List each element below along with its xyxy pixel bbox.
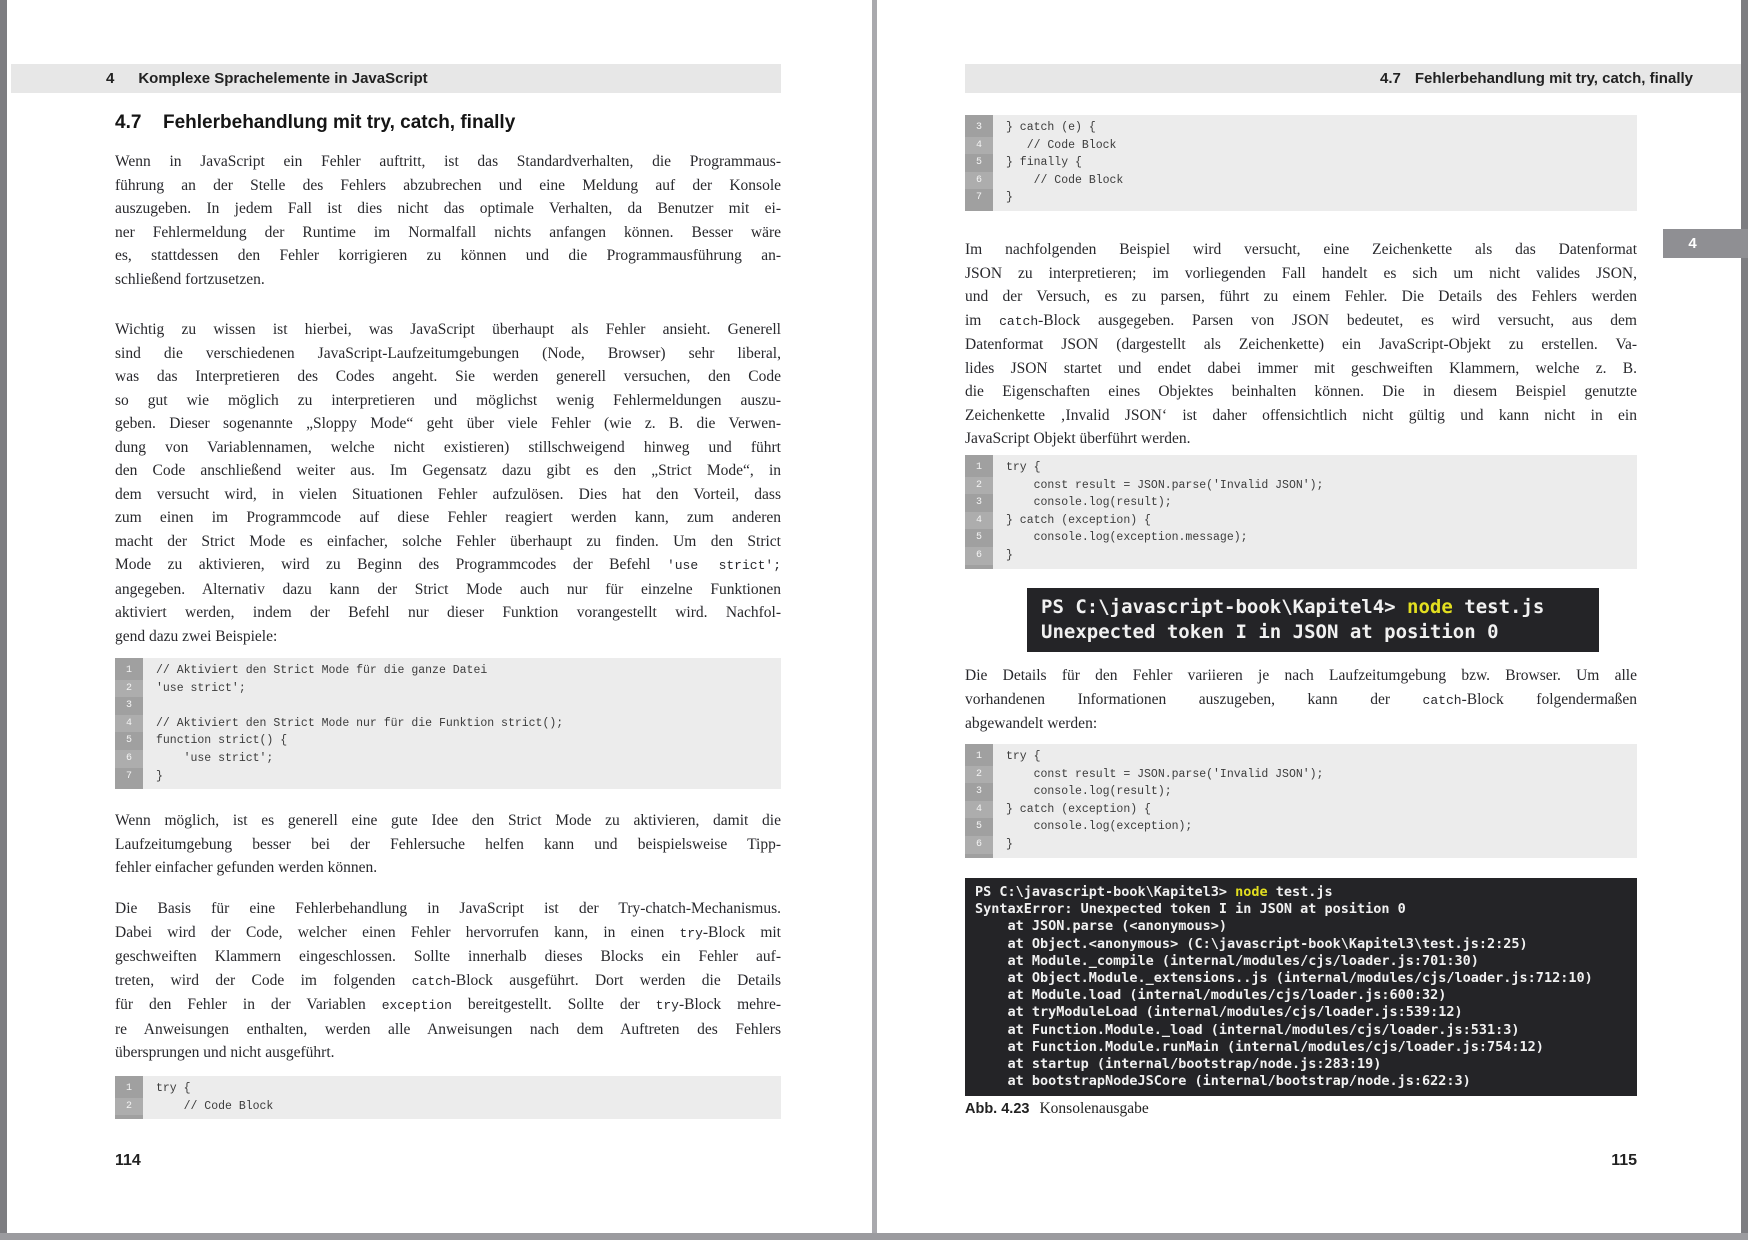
inline-code: catch — [999, 313, 1039, 329]
text-line: lides JSON startet und endet dabei immer mit geschweiften Klammern, welche z. B. — [965, 359, 1637, 377]
code-text: // Code Block — [156, 1099, 274, 1113]
code-text: try { — [156, 1082, 191, 1095]
running-header-title: Fehlerbehandlung mit try, catch, finally — [1414, 70, 1693, 87]
text-line: und der Versuch, es zu parsen, führt zu einem Fehler. Die Details des Fehlers werden — [965, 288, 1637, 305]
chapter-tab: 4 — [1663, 229, 1748, 258]
inline-code: catch — [1422, 692, 1462, 708]
running-header-chapter-number: 4 — [106, 70, 115, 87]
text-line: Zeichenkette ‚Invalid JSON‘ ist daher offensichtlich nicht gültig und kann nicht in ein — [965, 406, 1637, 424]
terminal-line: Unexpected token I in JSON at position 0 — [1041, 621, 1499, 643]
text-line: Dabei wird der Code, welcher einen Fehler hervorrufen kann, in einen try-Block mit — [115, 923, 781, 941]
terminal-line: PS C:\javascript-book\Kapitel3> node test.js — [975, 884, 1333, 900]
text-line: Wichtig zu wissen ist hierbei, was JavaScript überhaupt als Fehler ansieht. Generell — [115, 321, 781, 338]
line-number: 2 — [115, 1098, 143, 1116]
code-line — [965, 119, 1637, 137]
code-line — [965, 172, 1637, 190]
paragraph — [115, 897, 781, 1065]
code-text: const result = JSON.parse('Invalid JSON'); — [1006, 478, 1324, 492]
code-listing-parse-full — [965, 744, 1637, 858]
text-line: es, stattdessen den Fehler korrigieren zu können und die Programmausführung an- — [115, 247, 781, 264]
line-number: 5 — [125, 735, 132, 747]
terminal-line: at Module._compile (internal/modules/cjs/loader.js:701:30) — [975, 952, 1479, 969]
paragraph — [965, 664, 1637, 736]
code-line — [965, 748, 1637, 766]
text-line: Wenn möglich, ist es generell eine gute Idee den Strict Mode zu aktivieren, damit die — [115, 812, 781, 829]
line-number: 5 — [975, 157, 982, 169]
text-line: gend dazu zwei Beispiele: — [115, 627, 278, 645]
text-line: geben. Dieser sogenannte „Sloppy Mode“ geht über viele Fehler (wie z. B. die Verwen- — [115, 415, 781, 432]
terminal-line: at JSON.parse (<anonymous>) — [975, 918, 1227, 935]
text-line: vorhandenen Informationen auszugeben, kann der catch-Block folgendermaßen — [965, 690, 1637, 708]
code-text: } finally { — [1006, 156, 1082, 170]
code-line — [965, 529, 1637, 547]
code-line — [115, 662, 781, 680]
code-text: } catch (e) { — [1006, 121, 1096, 134]
page-edge-left — [0, 0, 7, 1240]
terminal-line: at Object.<anonymous> (C:\javascript-book\Kapitel3\test.js:2:25) — [975, 935, 1528, 952]
terminal-line: at bootstrapNodeJSCore (internal/bootstrap/node.js:622:3) — [975, 1073, 1471, 1090]
code-text: } catch (exception) { — [1006, 802, 1151, 816]
line-number: 4 — [965, 137, 993, 155]
text-line: JSON zu interpretieren; im vorliegenden Fall handelt es sich um nicht valides JSON, — [965, 264, 1637, 282]
text-line: Mode zu aktivieren, wird zu Beginn des Programmcodes der Befehl 'use strict'; — [115, 556, 781, 573]
line-number: 5 — [975, 532, 982, 544]
code-text: } — [1006, 191, 1013, 205]
code-line — [965, 766, 1637, 784]
left-page — [7, 0, 872, 1233]
line-number: 7 — [125, 770, 132, 782]
code-text: } — [1006, 548, 1013, 562]
line-number: 6 — [965, 836, 993, 854]
code-line — [965, 459, 1637, 477]
line-number: 2 — [115, 680, 143, 698]
text-line: führung an der Stelle des Fehlers abzubrechen und eine Meldung auf der Konsole — [115, 176, 781, 194]
text-line: Die Details für den Fehler variieren je nach Laufzeitumgebung bzw. Browser. Um alle — [965, 667, 1637, 684]
inline-code: try — [655, 998, 679, 1013]
line-number: 4 — [965, 801, 993, 819]
paragraph — [115, 809, 781, 880]
text-line: abgewandelt werden: — [965, 715, 1098, 732]
text-line: zum einen im Programmcode auf diese Fehler reagiert werden kann, zum anderen — [115, 509, 781, 526]
right-page — [877, 0, 1741, 1233]
text-line: treten, wird der Code im folgenden catch-Block ausgeführt. Dort werden die Details — [115, 971, 781, 989]
code-text: console.log(result); — [1006, 785, 1172, 799]
code-text — [143, 697, 163, 715]
line-number: 4 — [115, 715, 143, 733]
code-listing-catch-finally — [965, 115, 1637, 211]
code-text: // Code Block — [1006, 173, 1124, 187]
page-edge-right — [1741, 0, 1748, 1240]
code-line — [965, 512, 1637, 530]
section-title: Fehlerbehandlung mit try, catch, finally — [163, 112, 516, 133]
code-text: 'use strict'; — [156, 751, 274, 765]
code-line — [965, 801, 1637, 819]
text-line: im catch-Block ausgegeben. Parsen von JSON bedeutet, es wird versucht, aus dem — [965, 311, 1637, 329]
text-line: macht der Strict Mode es einfacher, solche Fehler überhaupt zu finden. Um den Strict — [115, 532, 781, 550]
terminal-line: SyntaxError: Unexpected token I in JSON at position 0 — [975, 901, 1406, 918]
text-line: dem versucht wird, in vielen Situationen Fehler aufzulösen. Dies hat den Vorteil, dass — [115, 485, 781, 503]
terminal-line: at Function.Module.runMain (internal/modules/cjs/loader.js:754:12) — [975, 1038, 1544, 1055]
terminal-line: at Function.Module._load (internal/modules/cjs/loader.js:531:3) — [975, 1021, 1520, 1038]
code-line — [115, 680, 781, 698]
terminal-output-small — [1027, 588, 1599, 652]
code-text: function strict() { — [156, 734, 288, 748]
text-line: dung von Variablennamen, welche nicht existieren) stillschweigend hinweg und führt — [115, 438, 781, 456]
code-line — [965, 477, 1637, 495]
running-header — [965, 64, 1741, 93]
paragraph — [965, 238, 1637, 451]
line-number: 1 — [975, 751, 982, 762]
terminal-line: PS C:\javascript-book\Kapitel4> node test.js — [1041, 596, 1545, 618]
text-line: aktiviert werden, indem der Befehl nur dieser Funktion vorangestellt wird. Nachfol- — [115, 604, 781, 621]
text-line: was das Interpretieren des Codes angeht. Sie werden generell versuchen, den Code — [115, 368, 781, 385]
inline-code: 'use strict'; — [666, 558, 781, 573]
code-listing-strict-mode — [115, 658, 781, 789]
text-line: JavaScript Objekt überführt werden. — [965, 430, 1191, 447]
running-header — [11, 64, 781, 93]
code-text: try { — [1006, 750, 1041, 763]
text-line: Datenformat JSON (dargestellt als Zeichenkette) ein JavaScript-Objekt zu erstellen. Va- — [965, 336, 1637, 353]
text-line: Wenn in JavaScript ein Fehler auftritt, ist das Standardverhalten, die Programmaus- — [115, 153, 781, 170]
line-number: 6 — [115, 750, 143, 768]
line-number: 6 — [965, 172, 993, 190]
code-line — [965, 189, 1637, 207]
text-line: re Anweisungen enthalten, werden alle Anweisungen nach dem Auftreten des Fehlers — [115, 1020, 781, 1038]
line-number: 1 — [975, 462, 982, 473]
code-line — [115, 1080, 781, 1098]
line-number: 3 — [975, 122, 982, 133]
inline-code: catch — [411, 973, 451, 989]
code-line — [115, 732, 781, 750]
paragraph — [115, 318, 781, 648]
inline-code: exception — [381, 998, 452, 1013]
text-line: Laufzeitumgebung besser bei der Fehlersuche helfen kann und beispielsweise Tipp- — [115, 835, 781, 853]
code-line — [115, 715, 781, 733]
line-number: 4 — [965, 512, 993, 530]
code-text: console.log(exception); — [1006, 820, 1193, 834]
line-number: 3 — [125, 700, 132, 712]
section-heading — [115, 112, 781, 134]
code-text: try { — [1006, 461, 1041, 474]
figure-caption — [965, 1100, 1149, 1118]
code-text: console.log(exception.message); — [1006, 531, 1248, 545]
terminal-line: at tryModuleLoad (internal/modules/cjs/loader.js:539:12) — [975, 1004, 1463, 1021]
code-text: // Aktiviert den Strict Mode nur für die Funktion strict(); — [156, 716, 564, 730]
figure-caption-label: Abb. 4.23 — [965, 1101, 1030, 1117]
text-line: sind die verschiedenen JavaScript-Laufzeitumgebungen (Node, Browser) sehr liberal, — [115, 344, 781, 362]
code-line — [965, 836, 1637, 854]
text-line: geschweiften Klammern eingeschlossen. Sollte innerhalb dieses Blocks ein Fehler auf- — [115, 948, 781, 965]
code-listing-try-block — [115, 1076, 781, 1119]
code-line — [115, 697, 781, 715]
code-text: console.log(result); — [1006, 496, 1172, 510]
section-number: 4.7 — [115, 112, 142, 133]
code-line — [965, 547, 1637, 565]
code-line — [965, 494, 1637, 512]
text-line: auszugeben. In jedem Fall ist dies nicht das optimale Verhalten, da Benutzer mit ei- — [115, 200, 781, 217]
line-number: 7 — [975, 192, 982, 204]
line-number: 3 — [975, 497, 982, 509]
code-line — [965, 783, 1637, 801]
terminal-highlight: node — [1407, 596, 1453, 618]
page-edge-bottom — [0, 1233, 1748, 1240]
code-text: } — [1006, 837, 1013, 851]
running-header-section-number: 4.7 — [1380, 70, 1401, 87]
text-line: den Code anschließend weiter aus. Im Gegensatz dazu gibt es den „Strict Mode“, in — [115, 462, 781, 479]
inline-code: try — [679, 925, 703, 941]
line-number: 3 — [975, 786, 982, 798]
code-text: 'use strict'; — [156, 681, 246, 695]
code-text: } — [156, 769, 163, 783]
terminal-output-stacktrace — [965, 878, 1637, 1096]
line-number: 6 — [965, 547, 993, 565]
code-text: const result = JSON.parse('Invalid JSON'); — [1006, 767, 1324, 781]
line-number: 1 — [125, 1083, 132, 1094]
page-number: 114 — [115, 1152, 141, 1169]
line-number: 2 — [965, 766, 993, 784]
code-line — [115, 768, 781, 786]
text-line: schließend fortzusetzen. — [115, 270, 265, 288]
code-listing-parse-message — [965, 455, 1637, 569]
text-line: fehler einfacher gefunden werden können. — [115, 859, 378, 876]
paragraph — [115, 150, 781, 291]
code-line — [965, 154, 1637, 172]
terminal-line: at startup (internal/bootstrap/node.js:283:19) — [975, 1056, 1382, 1073]
text-line: so gut wie möglich zu interpretieren und möglichst wenig Fehlermeldungen auszu- — [115, 391, 781, 409]
terminal-line: at Module.load (internal/modules/cjs/loader.js:600:32) — [975, 987, 1447, 1004]
text-line: für den Fehler in der Variablen exception bereitgestellt. Sollte der try-Block mehre- — [115, 996, 782, 1013]
code-text: // Code Block — [1006, 138, 1117, 152]
code-line — [115, 750, 781, 768]
text-line: Die Basis für eine Fehlerbehandlung in JavaScript ist der Try-chatch-Mechanismus. — [115, 900, 781, 917]
line-number: 1 — [125, 665, 132, 676]
code-line — [965, 818, 1637, 836]
code-text: } catch (exception) { — [1006, 513, 1151, 527]
text-line: übersprungen und nicht ausgeführt. — [115, 1044, 335, 1061]
text-line: die Eigenschaften eines Objektes beinhalten können. Die in diesem Beispiel genutzte — [965, 383, 1637, 400]
figure-caption-text: Konsolenausgabe — [1039, 1100, 1149, 1117]
line-number: 5 — [975, 821, 982, 833]
text-line: angegeben. Alternativ dazu kann der Strict Mode auch nur für einzelne Funktionen — [115, 580, 781, 598]
running-header-title: Komplexe Sprachelemente in JavaScript — [138, 70, 428, 87]
text-line: ner Fehlermeldung der Runtime im Normalfall nichts anfangen können. Besser wäre — [115, 223, 781, 241]
terminal-highlight: node — [1235, 884, 1268, 900]
line-number: 2 — [965, 477, 993, 495]
terminal-line: at Object.Module._extensions..js (internal/modules/cjs/loader.js:712:10) — [975, 970, 1593, 987]
code-text: // Aktiviert den Strict Mode für die ganze Datei — [156, 664, 488, 677]
code-line — [115, 1098, 781, 1116]
page-number: 115 — [1611, 1152, 1637, 1169]
code-line — [965, 137, 1637, 155]
text-line: Im nachfolgenden Beispiel wird versucht, eine Zeichenkette als das Datenformat — [965, 241, 1637, 258]
